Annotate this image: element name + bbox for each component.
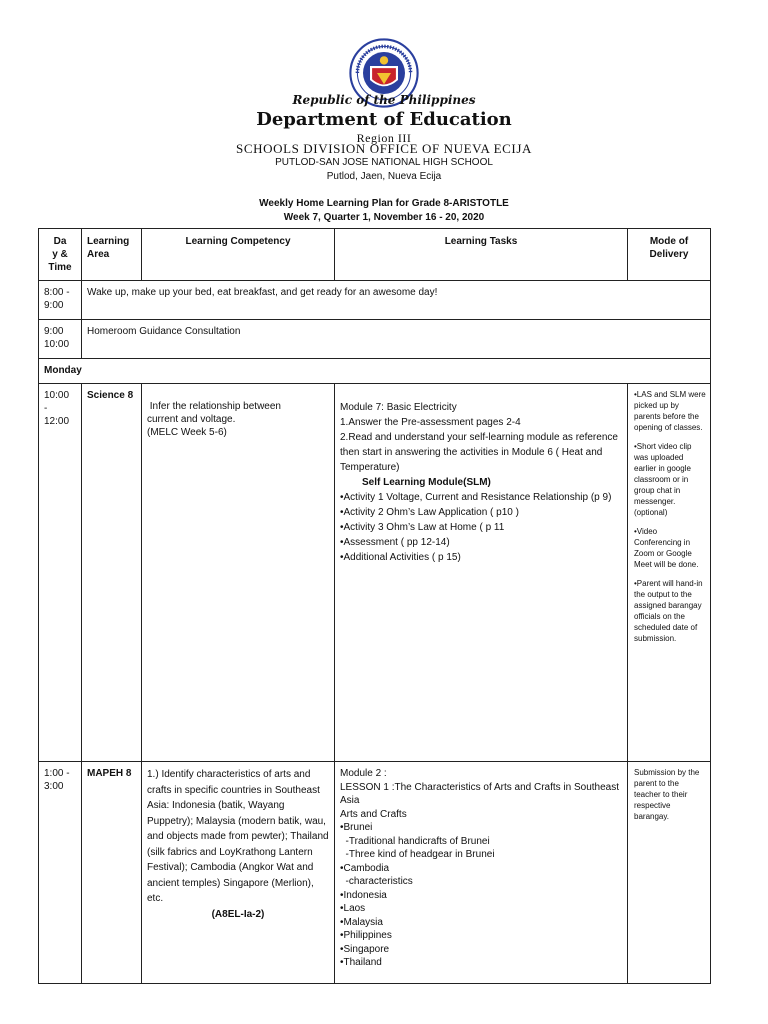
tasks-cell: Module 7: Basic Electricity 1.Answer the Pre-assessment pages 2-4 2.Read and understand your self-learning module as reference then start in answering the activities in Module 6 ( Heat and Temperature) Self Learning Module(SLM) •Activity 1 Voltage, Current and Resistance Relationship (p 9) •Activity 2 Ohm’s Law Application ( p10 ) •Activity 3 Ohm’s Law at Home ( p 11 •Assessment ( pp 12-14) •Additional Activities ( p 15) bbox=[335, 384, 628, 762]
col-header-learning-tasks: Learning Tasks bbox=[335, 229, 628, 281]
plan-title: Weekly Home Learning Plan for Grade 8-ARISTOTLE bbox=[259, 198, 509, 209]
school-address: Putlod, Jaen, Nueva Ecija bbox=[326, 171, 442, 182]
col-header-mode-of-delivery: Mode of Delivery bbox=[628, 229, 711, 281]
table-row-science bbox=[39, 384, 711, 762]
col-header-learning-area: Learning Area bbox=[82, 229, 142, 281]
delivery-cell: •LAS and SLM were picked up by parents before the opening of classes. •Short video clip was uploaded earlier in google classroom or in group chat in messenger. (optional) •Video Conferencing in Zoom or Google Meet will be done. •Parent will hand-in the output to the assigned barangay officials on the scheduled date of submission. bbox=[628, 384, 711, 762]
plan-period: Week 7, Quarter 1, November 16 - 20, 2020 bbox=[283, 212, 485, 223]
wake-up-text: Wake up, make up your bed, eat breakfast, and get ready for an awesome day! bbox=[82, 281, 711, 320]
day-label: Monday bbox=[39, 359, 711, 384]
day-row bbox=[39, 359, 711, 384]
learning-area-cell: MAPEH 8 bbox=[82, 762, 142, 984]
table-row bbox=[39, 320, 711, 359]
table-row-mapeh bbox=[39, 762, 711, 984]
col-header-learning-competency: Learning Competency bbox=[142, 229, 335, 281]
table-header-row bbox=[39, 229, 711, 281]
competency-cell: 1.) Identify characteristics of arts and crafts in specific countries in Southeast Asia: Indonesia (batik, Wayang Puppetry); Malaysia (modern batik, wau, and objects made from pewter); Thailand (silk fabrics and LoyKrathong Lantern Festival); Cambodia (Angkor Wat and ancient temples) Singapore (Merlion), etc. (A8EL-Ia-2) bbox=[142, 762, 335, 984]
learning-plan-table bbox=[38, 228, 711, 984]
competency-cell: Infer the relationship between current and voltage. (MELC Week 5-6) bbox=[142, 384, 335, 762]
department-title: Department of Education bbox=[256, 109, 512, 130]
republic-title: Republic of the Philippines bbox=[292, 93, 476, 107]
region-title: Region III bbox=[356, 131, 412, 145]
learning-area-cell: Science 8 bbox=[82, 384, 142, 762]
delivery-cell: Submission by the parent to the teacher to their respective barangay. bbox=[628, 762, 711, 984]
time-cell: 9:00 10:00 bbox=[39, 320, 82, 359]
time-cell: 10:00 - 12:00 bbox=[39, 384, 82, 762]
time-cell: 8:00 - 9:00 bbox=[39, 281, 82, 320]
division-title: SCHOOLS DIVISION OFFICE OF NUEVA ECIJA bbox=[236, 141, 532, 156]
time-cell: 1:00 - 3:00 bbox=[39, 762, 82, 984]
table-row bbox=[39, 281, 711, 320]
homeroom-text: Homeroom Guidance Consultation bbox=[82, 320, 711, 359]
school-name: PUTLOD-SAN JOSE NATIONAL HIGH SCHOOL bbox=[275, 157, 493, 168]
tasks-cell: Module 2 : LESSON 1 :The Characteristics of Arts and Crafts in Southeast Asia Arts and Crafts •Brunei -Traditional handicrafts of Brunei -Three kind of headgear in Brunei •Cambodia -characteristics •Indonesia •Laos •Malaysia •Philippines •Singapore •Thailand bbox=[335, 762, 628, 984]
col-header-day-time: Da y & Time bbox=[39, 229, 82, 281]
